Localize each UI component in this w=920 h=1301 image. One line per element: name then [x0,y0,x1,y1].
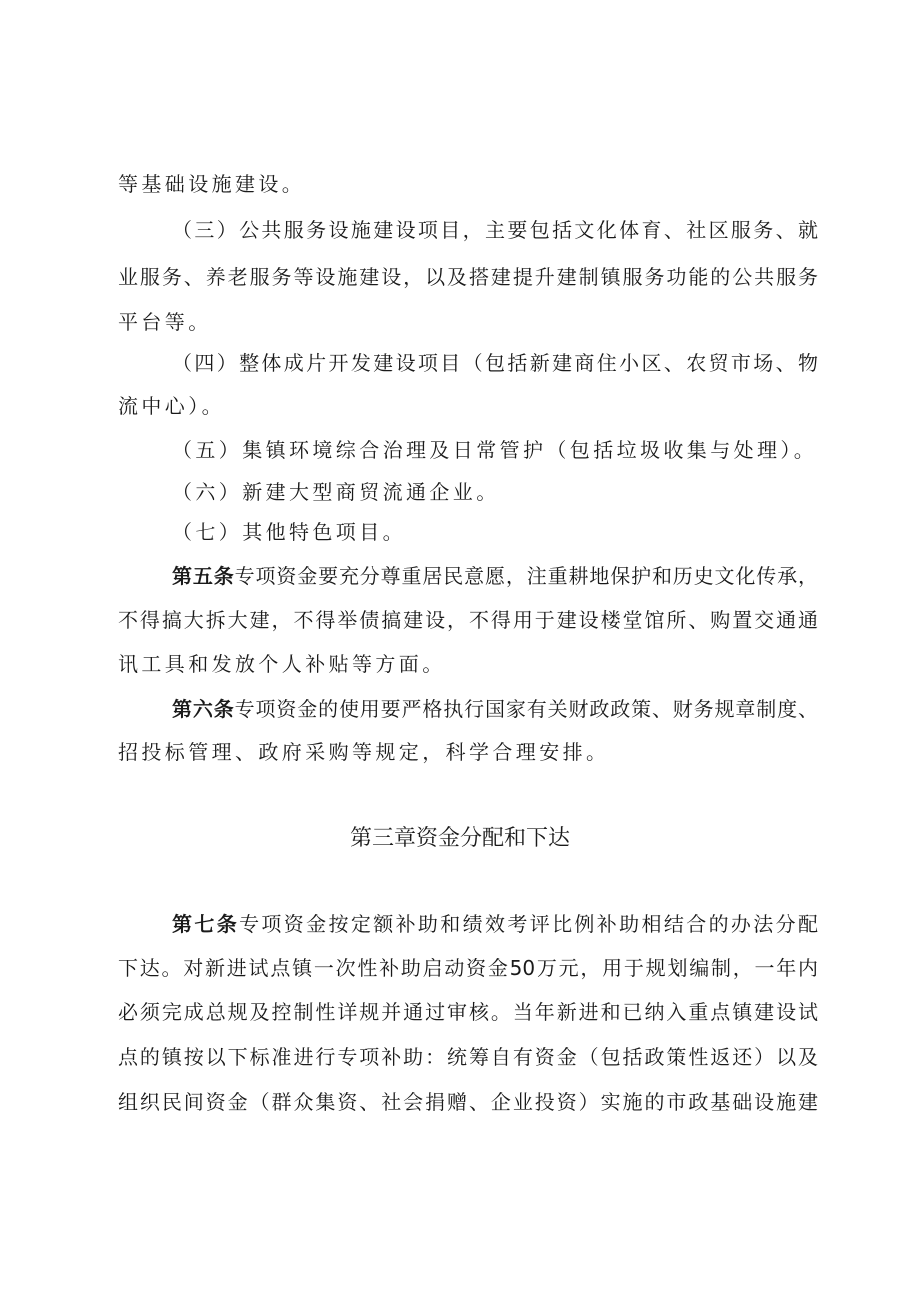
article-7-line-2: 下达。对新进试点镇一次性补助启动资金50万元，用于规划编制，一年内 [118,956,818,980]
item-3-line-3: 平台等。 [118,310,212,334]
article-7-line-4: 点的镇按以下标准进行专项补助：统筹自有资金（包括政策性返还）以及 [118,1045,818,1069]
item-4-line-1: （四）整体成片开发建设项目（包括新建商住小区、农贸市场、物 [172,351,818,375]
item-5-line-1: （五）集镇环境综合治理及日常管护（包括垃圾收集与处理）。 [172,438,818,462]
para-continuation-line: 等基础设施建设。 [118,172,306,196]
item-6-line-1: （六）新建大型商贸流通企业。 [172,480,500,504]
item-3-line-1: （三）公共服务设施建设项目，主要包括文化体育、社区服务、就 [172,218,818,242]
article-6-label: 第六条 [172,697,235,721]
item-4-line-2: 流中心）。 [118,394,225,418]
article-5-line-2: 不得搞大拆大建，不得举债搞建设，不得用于建设楼堂馆所、购置交通通 [118,608,818,632]
article-5-label: 第五条 [172,564,235,588]
article-7-line-1 [172,910,818,938]
item-7-line-1: （七）其他特色项目。 [172,520,406,544]
article-5-line-1 [172,562,818,590]
article-7-label: 第七条 [172,912,240,936]
article-7-line-1-text: 专项资金按定额补助和绩效考评比例补助相结合的办法分配 [239,912,819,936]
article-7-line-5: 组织民间资金（群众集资、社会捐赠、企业投资）实施的市政基础设施建 [118,1090,818,1114]
article-6-line-2: 招投标管理、政府采购等规定，科学合理安排。 [118,740,610,764]
article-5-line-1-text: 专项资金要充分尊重居民意愿，注重耕地保护和历史文化传承， [234,564,819,588]
article-7-line-3: 必须完成总规及控制性详规并通过审核。当年新进和已纳入重点镇建设试 [118,1000,818,1024]
article-5-line-3: 讯工具和发放个人补贴等方面。 [118,652,446,676]
chapter-3-heading: 第三章资金分配和下达 [349,826,570,851]
article-6-line-1-text: 专项资金的使用要严格执行国家有关财政政策、财务规章制度、 [234,697,819,721]
item-3-line-2: 业服务、养老服务等设施建设，以及搭建提升建制镇服务功能的公共服务 [118,265,818,289]
article-6-line-1 [172,695,818,723]
